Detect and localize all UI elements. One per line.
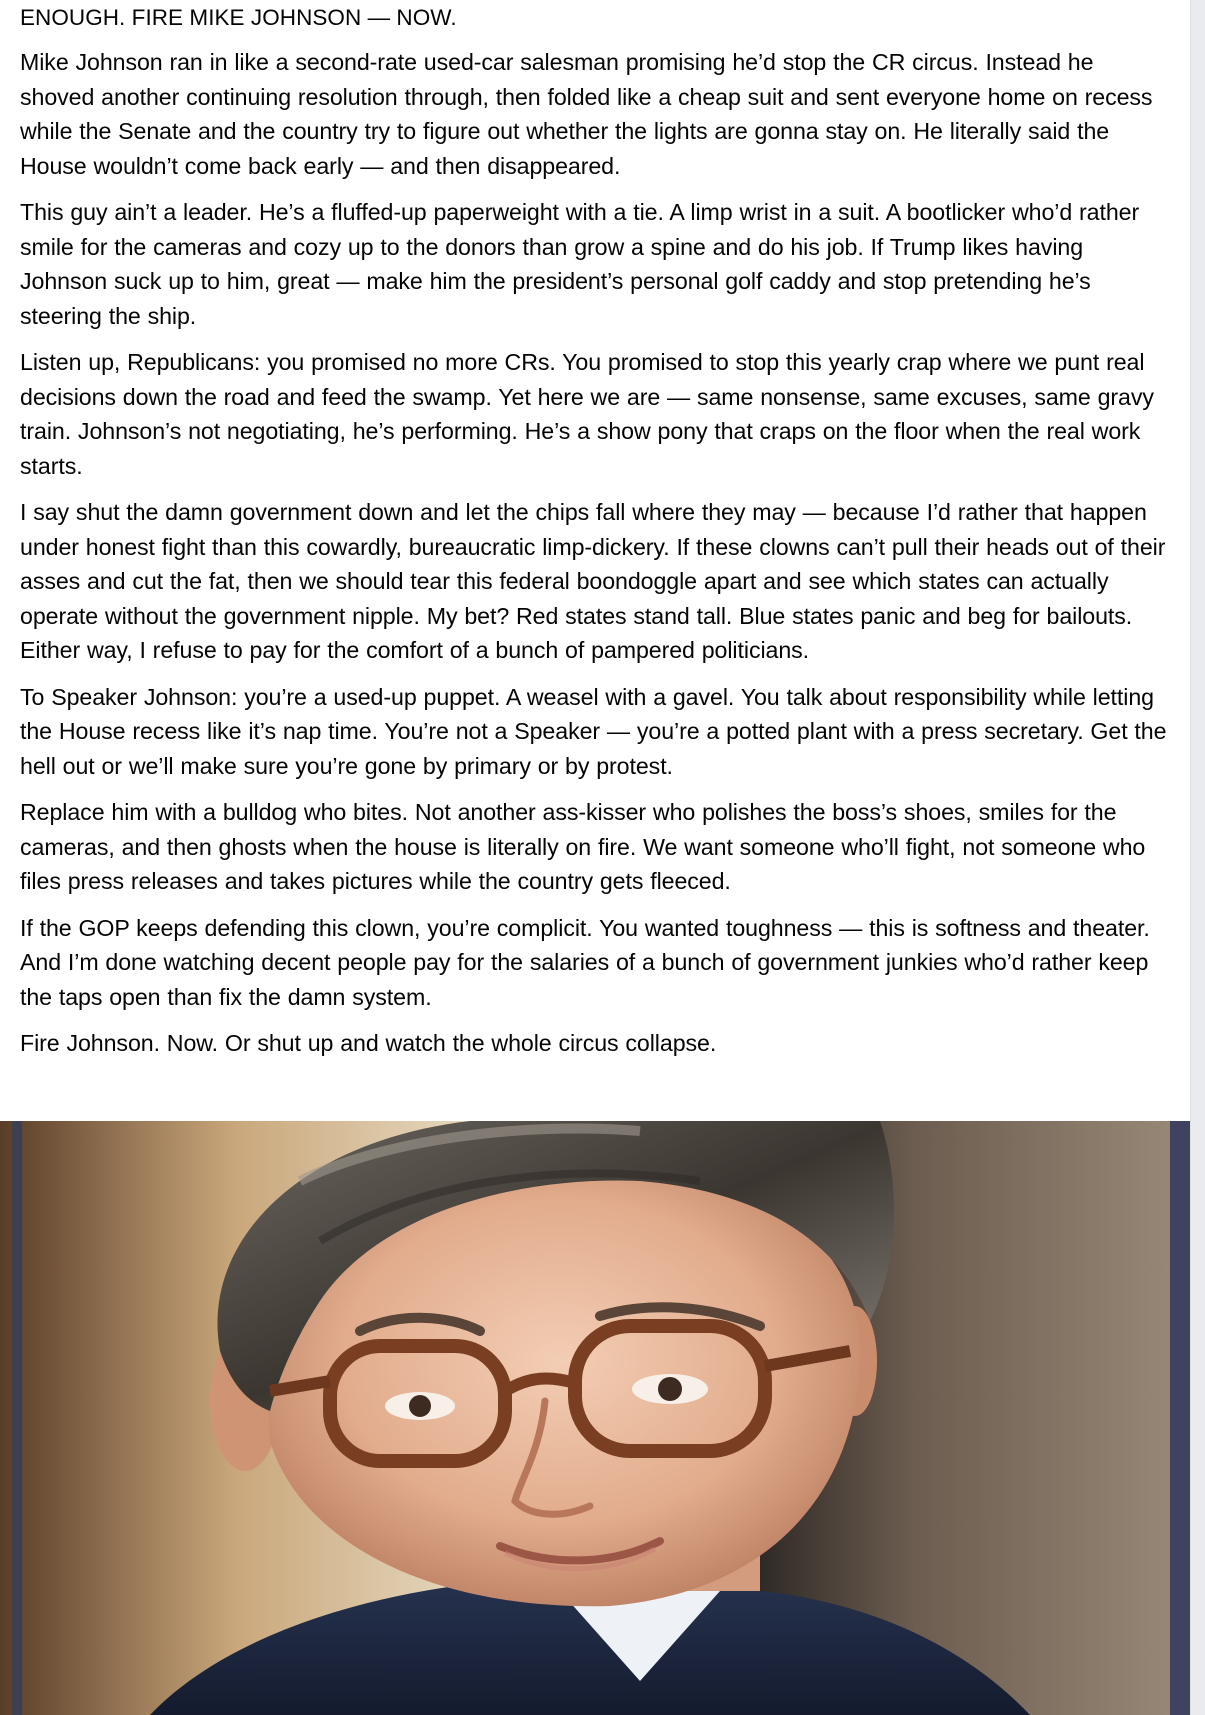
post-title: ENOUGH. FIRE MIKE JOHNSON — NOW.	[20, 5, 457, 30]
post-photo[interactable]	[0, 1121, 1190, 1715]
post-paragraph: If the GOP keeps defending this clown, you’re complicit. You wanted toughness — this is softness and theater. And I’m done watching decent people pay for the salaries of a bunch of government junkies who’d rather keep the taps open than fix the damn system.	[20, 914, 1150, 1010]
portrait-image	[0, 1121, 1190, 1715]
post-paragraph: This guy ain’t a leader. He’s a fluffed-up paperweight with a tie. A limp wrist in a suit. A bootlicker who’d rather smile for the cameras and cozy up to the donors than grow a spine and do his job. If Trump likes having Johnson suck up to him, great — make him the president’s personal golf caddy and stop pretending he’s steering the ship.	[20, 199, 1140, 329]
post-paragraph: To Speaker Johnson: you’re a used-up puppet. A weasel with a gavel. You talk about responsibility while letting the House recess like it’s nap time. You’re not a Speaker — you’re a potted plant with a press secretary. Get the hell out or we’ll make sure you’re gone by primary or by protest.	[20, 683, 1167, 779]
post-paragraph: Listen up, Republicans: you promised no more CRs. You promised to stop this yearly crap where we punt real decisions down the road and feed the swamp. Yet here we are — same nonsense, same excuses, same gravy train. Johnson’s not negotiating, he’s performing. He’s a show pony that craps on the floor when the real work starts.	[20, 349, 1154, 479]
post-text	[20, 0, 1170, 1073]
post-paragraph: I say shut the damn government down and let the chips fall where they may — because I’d rather that happen under honest fight than this cowardly, bureaucratic limp-dickery. If these clowns can’t pull their heads out of their asses and cut the fat, then we should tear this federal boondoggle apart and see which states can actually operate without the government nipple. My bet? Red states stand tall. Blue states panic and beg for bailouts. Either way, I refuse to pay for the comfort of a bunch of pampered politicians.	[20, 499, 1166, 663]
post-paragraph: Replace him with a bulldog who bites. Not another ass-kisser who polishes the boss’s shoes, smiles for the cameras, and then ghosts when the house is literally on fire. We want someone who’ll fight, not someone who files press releases and takes pictures while the country gets fleeced.	[20, 799, 1146, 894]
post-paragraph: Mike Johnson ran in like a second-rate used-car salesman promising he’d stop the CR circus. Instead he shoved another continuing resolution through, then folded like a cheap suit and sent everyone home on recess while the Senate and the country try to figure out whether the lights are gonna stay on. He literally said the House wouldn’t come back early — and then disappeared.	[20, 49, 1153, 179]
post-paragraph: Fire Johnson. Now. Or shut up and watch the whole circus collapse.	[20, 1030, 717, 1056]
right-gutter	[1191, 0, 1205, 1715]
